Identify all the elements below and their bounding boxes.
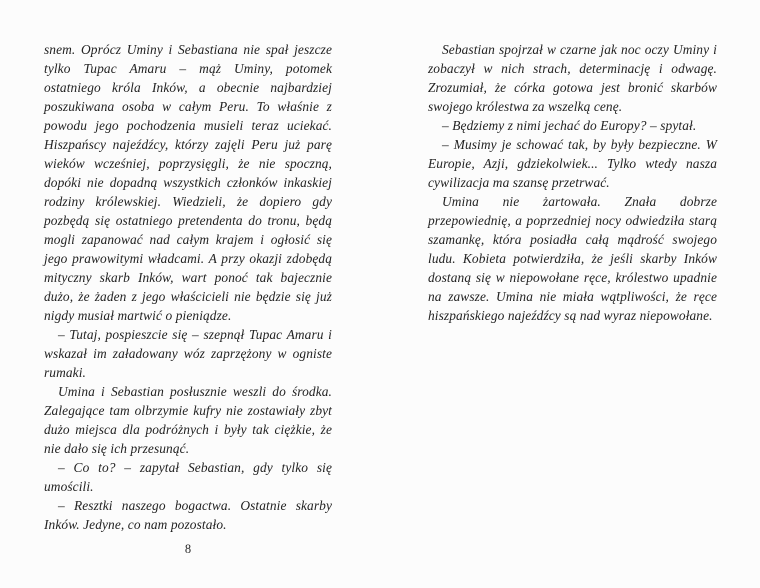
paragraph-dialogue: – Tutaj, pospieszcie się – szepnął Tupac Amaru i wskazał im załadowany wóz zaprzężony w ogniste rumaki.: [44, 327, 332, 380]
paragraph-narration: Umina i Sebastian posłusznie weszli do środka. Zalegające tam olbrzymie kufry nie zostawiały zbyt dużo miejsca dla podróżnych i były tak ciężkie, że nie dało się ich przesunąć.: [44, 384, 332, 456]
paragraph-narration: Sebastian spojrzał w czarne jak noc oczy Uminy i zobaczył w nich strach, determinację i odwagę. Zrozumiał, że córka gotowa jest bronić skarbów swojego królestwa za wszelką cenę.: [428, 42, 717, 114]
paragraph-narration: snem. Oprócz Uminy i Sebastiana nie spał jeszcze tylko Tupac Amaru – mąż Uminy, potomek ostatniego króla Inków, a obecnie najbardziej poszukiwana osoba w całym Peru. To właśnie z powodu jego pochodzenia musieli teraz uciekać. Hiszpańscy najeźdźcy, którzy zajęli Peru już parę wieków wcześniej, poprzysięgli, że nie spoczną, dopóki nie dopadną wszystkich członków inkaskiej rodziny królewskiej. Wiedzieli, że dopiero gdy pozbędą się ostatniego pretendenta do tronu, będą mogli zapanować nad całym krajem i ogłosić się jego prawowitymi władcami. A przy okazji zdobędą mityczny skarb Inków, wart ponoć tak bajecznie dużo, że żaden z jego właścicieli nie będzie się już nigdy musiał martwić o pieniądze.: [44, 42, 332, 323]
paragraph-narration: Umina nie żartowała. Znała dobrze przepowiednię, a poprzedniej nocy odwiedziła starą szamankę, która posiadła całą mądrość swojego ludu. Kobieta potwierdziła, że jeśli skarby Inków dostaną się w niepowołane ręce, królestwo upadnie na zawsze. Umina nie miała wątpliwości, że ręce hiszpańskiego najeźdźcy są nad wyraz niepowołane.: [428, 194, 717, 323]
right-page-text-column: [428, 40, 717, 325]
paragraph-dialogue: – Resztki naszego bogactwa. Ostatnie skarby Inków. Jedyne, co nam pozostało.: [44, 498, 332, 532]
paragraph-dialogue: – Co to? – zapytał Sebastian, gdy tylko się umościli.: [44, 460, 332, 494]
left-page-text-column: [44, 40, 332, 534]
paragraph-dialogue: – Musimy je schować tak, by były bezpieczne. W Europie, Azji, gdziekolwiek... Tylko wtedy nasza cywilizacja ma szansę przetrwać.: [428, 137, 717, 190]
page-number: 8: [184, 542, 192, 556]
paragraph-dialogue: – Będziemy z nimi jechać do Europy? – spytał.: [442, 118, 697, 133]
